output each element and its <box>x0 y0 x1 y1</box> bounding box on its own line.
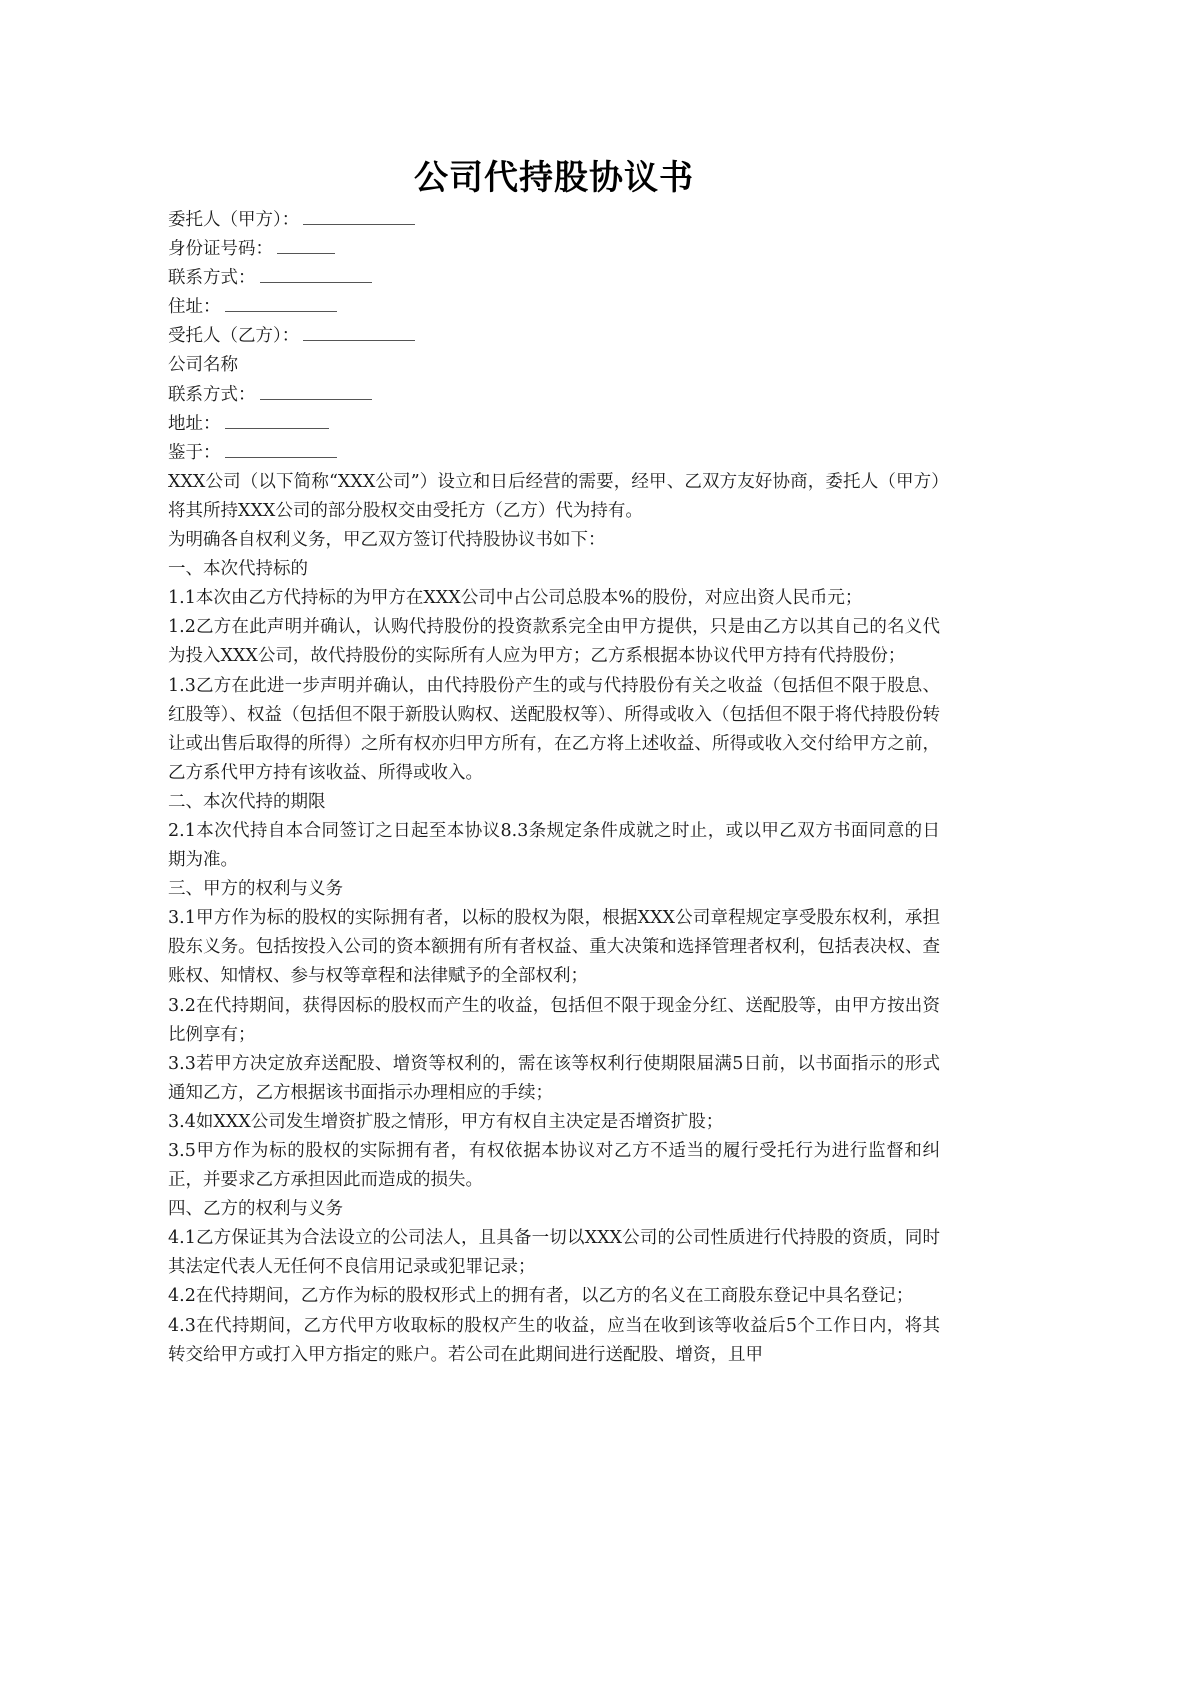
clause-1-1: 1.1本次由乙方代持标的为甲方在XXX公司中占公司总股本%的股份，对应出资人民币元； <box>168 588 863 609</box>
section-heading-4: 四、乙方的权利与义务 <box>168 1199 343 1220</box>
fill-blank[interactable] <box>225 295 337 312</box>
clause-4-2: 4.2在代持期间，乙方作为标的股权形式上的拥有者，以乙方的名义在工商股东登记中具名登记； <box>168 1286 914 1307</box>
section-heading-2: 二、本次代持的期限 <box>168 791 326 812</box>
fill-blank[interactable] <box>303 324 415 341</box>
header-fields <box>168 206 940 468</box>
field-label: 委托人（甲方）： <box>168 210 300 230</box>
field-company-name <box>168 351 940 380</box>
field-id-number <box>168 235 940 264</box>
section-heading-3: 三、甲方的权利与义务 <box>168 879 343 900</box>
field-contact-trustee <box>168 381 940 410</box>
field-label: 鉴于： <box>168 442 221 463</box>
field-residence <box>168 293 940 322</box>
clause-4-3: 4.3在代持期间，乙方代甲方收取标的股权产生的收益，应当在收到该等收益后5个工作日内，将其转交给甲方或打入甲方指定的账户。若公司在此期间进行送配股、增资，且甲 <box>168 1315 940 1365</box>
fill-blank[interactable] <box>260 383 372 400</box>
clause-2-1: 2.1本次代持自本合同签订之日起至本协议8.3条规定条件成就之时止，或以甲乙双方书面同意的日期为准。 <box>168 820 940 871</box>
field-whereas <box>168 439 940 468</box>
fill-blank[interactable] <box>303 208 415 225</box>
field-label: 住址： <box>168 297 221 318</box>
fill-blank[interactable] <box>277 237 335 254</box>
clause-3-2: 3.2在代持期间，获得因标的股权而产生的收益，包括但不限于现金分红、送配股等，由甲方按出资比例享有； <box>168 995 940 1045</box>
clause-3-3: 3.3若甲方决定放弃送配股、增资等权利的，需在该等权利行使期限届满5日前，以书面指示的形式通知乙方，乙方根据该书面指示办理相应的手续； <box>168 1053 940 1103</box>
clause-1-2: 1.2乙方在此声明并确认，认购代持股份的投资款系完全由甲方提供，只是由乙方以其自己的名义代为投入XXX公司，故代持股份的实际所有人应为甲方；乙方系根据本协议代甲方持有代持股份； <box>168 617 940 667</box>
field-principal <box>168 206 940 235</box>
clause-4-1: 4.1乙方保证其为合法设立的公司法人，且具备一切以XXX公司的公司性质进行代持股的资质，同时其法定代表人无任何不良信用记录或犯罪记录； <box>168 1228 940 1278</box>
fill-blank[interactable] <box>225 412 329 429</box>
field-trustee <box>168 322 940 351</box>
field-label: 身份证号码： <box>168 239 273 260</box>
agreement-body <box>168 468 940 1370</box>
clause-3-4: 3.4如XXX公司发生增资扩股之情形，甲方有权自主决定是否增资扩股； <box>168 1111 724 1132</box>
field-label: 受托人（乙方）： <box>168 326 300 347</box>
fill-blank[interactable] <box>225 441 337 458</box>
intro-paragraph: 为明确各自权利义务，甲乙双方签订代持股协议书如下： <box>168 530 606 551</box>
fill-blank[interactable] <box>260 266 372 283</box>
field-label: 公司名称 <box>168 355 238 376</box>
field-address <box>168 410 940 439</box>
preamble-paragraph: XXX公司（以下简称“XXX公司”）设立和日后经营的需要，经甲、乙双方友好协商，委托人（甲方）将其所持XXX公司的部分股权交由受托方（乙方）代为持有。 <box>168 471 940 521</box>
document-title: 公司代持股协议书 <box>414 158 694 198</box>
document-page <box>168 150 940 1370</box>
clause-1-3: 1.3乙方在此进一步声明并确认，由代持股份产生的或与代持股份有关之收益（包括但不限于股息、红股等）、权益（包括但不限于新股认购权、送配股权等）、所得或收入（包括但不限于将代持股份转让或出售后取得的所得）之所有权亦归甲方所有，在乙方将上述收益、所得或收入交付给甲方之前，乙方系代甲方持有该收益、所得或收入。 <box>168 675 940 783</box>
clause-3-1: 3.1甲方作为标的股权的实际拥有者，以标的股权为限，根据XXX公司章程规定享受股东权利，承担股东义务。包括按投入公司的资本额拥有所有者权益、重大决策和选择管理者权利，包括表决权、查账权、知情权、参与权等章程和法律赋予的全部权利； <box>168 908 940 987</box>
field-label: 联系方式： <box>168 384 256 405</box>
field-label: 联系方式： <box>168 268 256 289</box>
clause-3-5: 3.5甲方作为标的股权的实际拥有者，有权依据本协议对乙方不适当的履行受托行为进行监督和纠正，并要求乙方承担因此而造成的损失。 <box>168 1141 940 1191</box>
section-heading-1: 一、本次代持标的 <box>168 559 308 580</box>
field-label: 地址： <box>168 413 221 434</box>
field-contact-principal <box>168 264 940 293</box>
